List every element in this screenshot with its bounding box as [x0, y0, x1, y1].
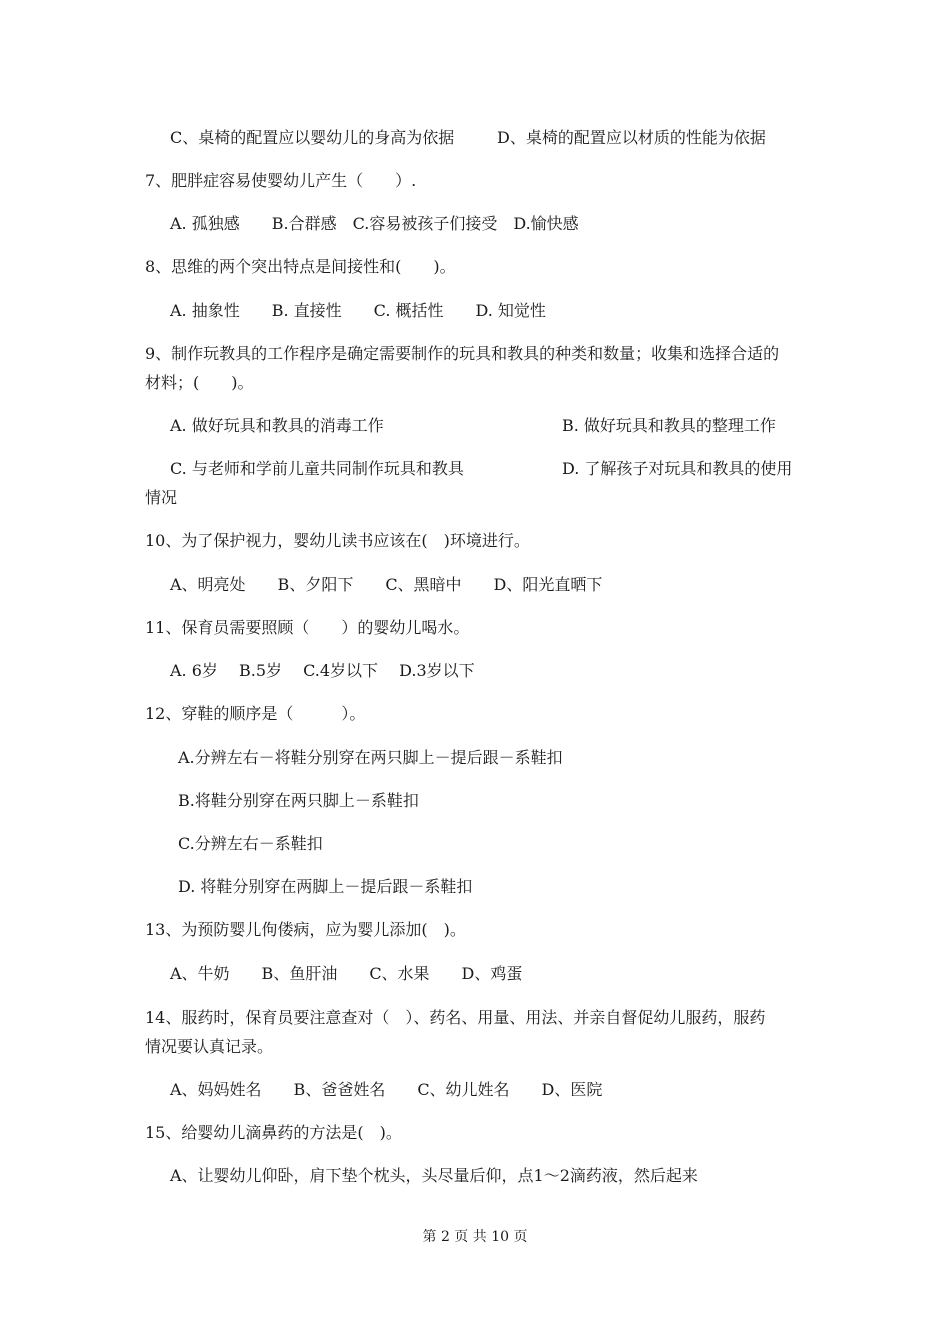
q10-options: A、明亮处 B、夕阳下 C、黑暗中 D、阳光直晒下	[170, 575, 603, 594]
question-10: 10、为了保护视力，婴幼儿读书应该在( )环境进行。	[145, 531, 530, 550]
q14-options: A、妈妈姓名 B、爸爸姓名 C、幼儿姓名 D、医院	[170, 1080, 603, 1099]
q6-option-d: D、桌椅的配置应以材质的性能为依据	[497, 128, 766, 147]
q9-option-d: D. 了解孩子对玩具和教具的使用	[562, 459, 793, 478]
question-13: 13、为预防婴儿佝偻病，应为婴儿添加( )。	[145, 920, 466, 939]
q11-options: A. 6岁 B.5岁 C.4岁以下 D.3岁以下	[170, 661, 475, 680]
question-7: 7、肥胖症容易使婴幼儿产生（ ）.	[145, 171, 417, 190]
q7-options: A. 孤独感 B.合群感 C.容易被孩子们接受 D.愉快感	[170, 214, 579, 233]
q12-option-a: A.分辨左右－将鞋分别穿在两只脚上－提后跟－系鞋扣	[178, 748, 563, 767]
q12-option-b: B.将鞋分别穿在两只脚上－系鞋扣	[178, 791, 419, 810]
page-number-footer: 第 2 页 共 10 页	[422, 1229, 528, 1245]
question-14-cont: 情况要认真记录。	[145, 1037, 274, 1056]
q9-option-d-cont: 情况	[145, 488, 178, 507]
question-11: 11、保育员需要照顾（ ）的婴幼儿喝水。	[145, 618, 470, 637]
q6-option-c: C、桌椅的配置应以婴幼儿的身高为依据	[170, 128, 455, 147]
question-8: 8、思维的两个突出特点是间接性和( )。	[145, 257, 456, 276]
q8-options: A. 抽象性 B. 直接性 C. 概括性 D. 知觉性	[170, 301, 546, 320]
question-9: 9、制作玩教具的工作程序是确定需要制作的玩具和教具的种类和数量；收集和选择合适的	[145, 344, 780, 363]
q12-option-c: C.分辨左右－系鞋扣	[178, 834, 323, 853]
question-9-cont: 材料；( )。	[145, 373, 254, 392]
q12-option-d: D. 将鞋分别穿在两脚上－提后跟－系鞋扣	[178, 877, 473, 896]
q15-option-a: A、让婴幼儿仰卧，肩下垫个枕头，头尽量后仰，点1～2滴药液，然后起来	[170, 1166, 698, 1185]
q9-option-b: B. 做好玩具和教具的整理工作	[562, 416, 776, 435]
q9-option-a: A. 做好玩具和教具的消毒工作	[170, 416, 384, 435]
question-14: 14、服药时，保育员要注意查对（ ）、药名、用量、用法、并亲自督促幼儿服药，服药	[145, 1008, 766, 1027]
question-12: 12、穿鞋的顺序是（ ）。	[145, 704, 366, 723]
question-15: 15、给婴幼儿滴鼻药的方法是( )。	[145, 1123, 402, 1142]
q9-option-c: C. 与老师和学前儿童共同制作玩具和教具	[170, 459, 464, 478]
q13-options: A、牛奶 B、鱼肝油 C、水果 D、鸡蛋	[170, 964, 523, 983]
